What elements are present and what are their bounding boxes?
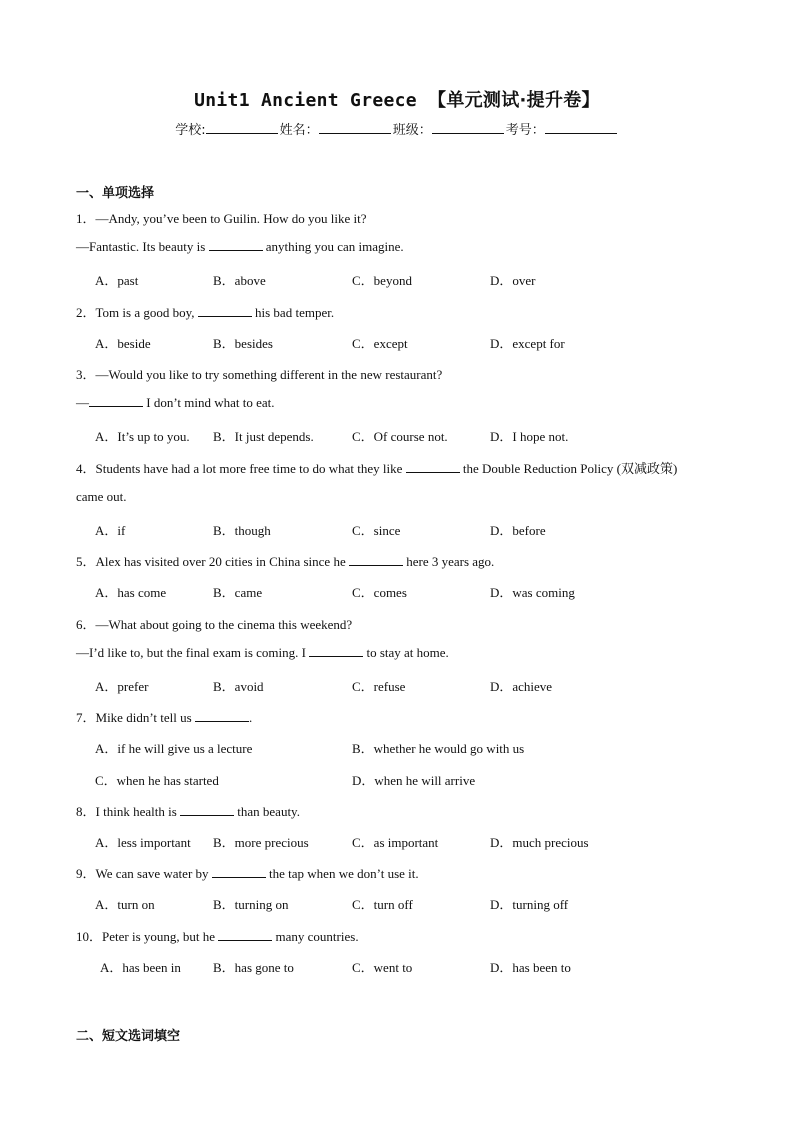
answer-option[interactable]: D．was coming: [490, 585, 575, 601]
question-text: came out.: [76, 488, 127, 504]
answer-blank[interactable]: [180, 804, 234, 816]
class-blank[interactable]: [432, 121, 504, 134]
question-number: 10．: [76, 928, 103, 944]
answer-option[interactable]: B．avoid: [213, 679, 264, 694]
answer-option[interactable]: D．turning off: [490, 897, 569, 913]
exam-number-blank[interactable]: [545, 121, 617, 134]
answer-option[interactable]: B．has gone to: [213, 959, 294, 975]
answer-blank[interactable]: [198, 305, 252, 317]
answer-option[interactable]: D．before: [490, 523, 546, 538]
answer-option[interactable]: C．Of course not.: [352, 429, 448, 445]
answer-option[interactable]: D．achieve: [490, 679, 553, 694]
answer-option[interactable]: A．It’s up to you.: [95, 429, 190, 445]
question-stem: [76, 302, 334, 321]
answer-option[interactable]: A．if he will give us a lecture: [95, 741, 253, 757]
answer-blank[interactable]: [406, 461, 460, 473]
question-stem-continued: [76, 489, 127, 505]
question-text: .: [248, 710, 253, 726]
question-text: the Double Reduction Policy (双减政策): [459, 460, 678, 476]
section-heading-cloze: 二、短文选词填空: [76, 1029, 181, 1044]
question-text: than beauty.: [234, 803, 300, 819]
question-text: here 3 years ago.: [402, 554, 495, 570]
answer-option[interactable]: D．I hope not.: [490, 429, 569, 445]
page-title: [0, 86, 794, 112]
question-text: Mike didn’t tell us: [95, 710, 195, 726]
answer-option[interactable]: A．prefer: [95, 679, 149, 694]
answer-option[interactable]: C．when he has started: [95, 772, 219, 788]
answer-blank[interactable]: [89, 395, 143, 407]
question-text: —: [76, 395, 89, 411]
answer-option[interactable]: B．above: [213, 273, 266, 289]
answer-blank[interactable]: [349, 554, 403, 566]
question-text: —Fantastic. Its beauty is: [76, 239, 209, 255]
answer-option[interactable]: C．turn off: [352, 897, 413, 913]
answer-option[interactable]: B．It just depends.: [213, 429, 314, 445]
answer-option[interactable]: B．turning on: [213, 897, 289, 913]
answer-option[interactable]: C．beyond: [352, 273, 412, 289]
answer-option[interactable]: C．except: [352, 335, 408, 351]
answer-blank[interactable]: [218, 929, 272, 941]
question-stem: [76, 614, 352, 633]
answer-option[interactable]: D．over: [490, 273, 536, 289]
question-stem-continued: [76, 239, 404, 255]
question-number: 2．: [76, 304, 96, 320]
question-stem: [76, 801, 300, 820]
student-info-line: [0, 119, 794, 138]
question-text: anything you can imagine.: [262, 239, 404, 255]
question-number: 6．: [76, 616, 96, 632]
question-stem: [76, 551, 494, 570]
section-heading-single-choice: 一、单项选择: [76, 186, 155, 201]
answer-option[interactable]: C．as important: [352, 835, 439, 850]
name-blank[interactable]: [319, 121, 391, 134]
question-text: to stay at home.: [363, 644, 449, 660]
answer-option[interactable]: C．went to: [352, 959, 413, 975]
question-number: 3．: [76, 367, 96, 382]
answer-option[interactable]: D．has been to: [490, 959, 571, 975]
school-blank[interactable]: [206, 121, 278, 134]
answer-option[interactable]: A．has been in: [100, 959, 181, 975]
question-text: —I’d like to, but the final exam is coming. I: [76, 644, 310, 660]
answer-option[interactable]: C．refuse: [352, 679, 406, 694]
question-text: I don’t mind what to eat.: [143, 395, 275, 411]
question-stem: [76, 863, 419, 882]
title-english: Unit1 Ancient Greece: [194, 90, 429, 111]
question-text: Alex has visited over 20 cities in China since he: [95, 554, 349, 570]
question-text: the tap when we don’t use it.: [265, 866, 419, 882]
question-text: many countries.: [272, 928, 359, 944]
question-text: Tom is a good boy,: [95, 304, 198, 320]
question-stem: [76, 458, 677, 477]
answer-option[interactable]: A．beside: [95, 335, 151, 351]
question-stem: [76, 707, 252, 726]
question-text: —What about going to the cinema this weekend?: [95, 616, 353, 632]
answer-option[interactable]: D．when he will arrive: [352, 772, 476, 788]
school-label: 学校:: [175, 123, 206, 138]
answer-blank[interactable]: [309, 645, 363, 657]
question-number: 1．: [76, 211, 96, 226]
answer-option[interactable]: C．comes: [352, 585, 407, 601]
name-label: 姓名：: [279, 123, 319, 138]
question-number: 5．: [76, 554, 96, 570]
answer-option[interactable]: B．besides: [213, 335, 273, 351]
question-number: 4．: [76, 460, 96, 476]
answer-option[interactable]: B．came: [213, 585, 263, 601]
title-chinese: 【单元测试·提升卷】: [428, 90, 600, 111]
question-stem: [76, 208, 367, 227]
question-text: his bad temper.: [251, 304, 335, 320]
answer-option[interactable]: C．since: [352, 523, 401, 538]
question-stem: [76, 926, 359, 945]
answer-blank[interactable]: [195, 710, 249, 722]
question-text: —Andy, you’ve been to Guilin. How do you like it?: [95, 211, 367, 226]
exam-number-label: 考号：: [505, 123, 545, 138]
question-number: 7．: [76, 710, 96, 726]
question-text: We can save water by: [95, 866, 212, 882]
answer-blank[interactable]: [212, 866, 266, 878]
answer-option[interactable]: A．turn on: [95, 897, 155, 913]
answer-option[interactable]: B．more precious: [213, 835, 309, 850]
answer-option[interactable]: D．except for: [490, 335, 565, 351]
class-label: 班级：: [392, 123, 432, 138]
answer-option[interactable]: A．past: [95, 273, 139, 289]
question-number: 8．: [76, 803, 96, 819]
answer-option[interactable]: A．has come: [95, 585, 167, 601]
answer-option[interactable]: A．if: [95, 523, 126, 538]
question-text: Peter is young, but he: [102, 928, 219, 944]
answer-option[interactable]: D．much precious: [490, 835, 589, 850]
answer-option[interactable]: A．less important: [95, 835, 191, 850]
answer-option[interactable]: B．whether he would go with us: [352, 741, 525, 757]
question-number: 9．: [76, 866, 96, 882]
question-text: —Would you like to try something different in the new restaurant?: [95, 367, 443, 382]
question-stem-continued: [76, 395, 275, 411]
question-stem: [76, 364, 442, 383]
answer-blank[interactable]: [209, 239, 263, 251]
question-text: Students have had a lot more free time to do what they like: [95, 460, 406, 476]
question-stem-continued: [76, 645, 449, 661]
question-text: I think health is: [95, 803, 181, 819]
answer-option[interactable]: B．though: [213, 523, 271, 538]
